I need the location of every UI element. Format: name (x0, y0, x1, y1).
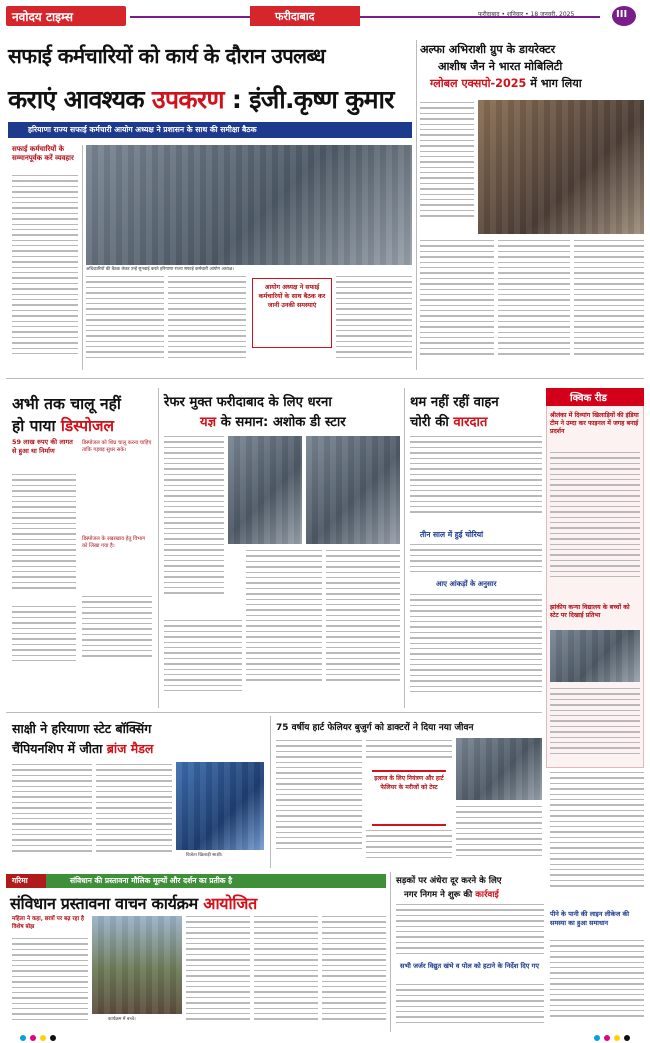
refer-headline-red: यज्ञ (200, 415, 217, 430)
dispojal-column-2 (82, 596, 152, 706)
dispojal-headline-red: डिस्पोजल (60, 417, 115, 435)
garima-column-4 (322, 916, 386, 1030)
registration-dot (30, 1035, 36, 1041)
garima-column-3 (254, 916, 318, 1030)
lead-column-4 (336, 276, 412, 370)
date-line: फरीदाबाद • शनिवार • 18 जनवरी, 2025 (478, 11, 575, 18)
boxing-column-2 (96, 764, 172, 864)
garima-photo-caption: कार्यक्रम में बच्चे। (108, 1017, 136, 1022)
boxing-headline-line1: साक्षी ने हरियाणा स्टेट बॉक्सिंग (12, 721, 152, 736)
theft-sub-2: आए आंकड़ों के अनुसार (436, 580, 497, 588)
lead-photo-caption: अधिकारियों की बैठक लेकर उन्हें सुनवाई करते हरियाणा राज्य सफाई कर्मचारी आयोग अध्यक्ष। (86, 267, 234, 272)
lead-column-3 (168, 276, 246, 370)
quick-item-3-body (550, 940, 644, 1028)
boxing-headline-black: चैंपियनशिप में जीता (12, 741, 103, 756)
quick-item-2-head: झांकीय कन्या विद्यालय के बच्चों को स्टेट पर दिखाई प्रतिभा (550, 604, 630, 619)
road-sub-head: सभी जर्जर विद्युत खंभे व पोल को हटाने के निर्देश दिए गए (400, 962, 540, 970)
mid-divider-4 (390, 872, 391, 1032)
garima-column-1 (12, 938, 88, 1030)
rule-row-2 (6, 712, 542, 713)
boxing-headline-line2 (12, 740, 153, 757)
section-name: फरीदाबाद (275, 10, 315, 23)
registration-dot (20, 1035, 26, 1041)
lead-pull-quote-text: आयोग अध्यक्ष ने सफाई कर्मचारियों के साथ बैठक कर जानी उनकी समस्याएं (258, 284, 326, 309)
alpha-headline-line1: अल्फा अभिराशी ग्रुप के डायरेक्टर (420, 43, 556, 56)
registration-dot (604, 1035, 610, 1041)
garima-column-2 (186, 916, 250, 1030)
lead-pull-quote (252, 278, 332, 348)
lead-headline-red: उपकरण (151, 85, 224, 114)
garima-sub-head: महिला ने कहा, छात्रों पर बढ़ रहा है विशेष बोझ (12, 916, 84, 930)
alpha-column-2 (420, 240, 494, 368)
boxing-headline-red: ब्रांज मैडल (106, 741, 154, 756)
dispojal-column-1 (12, 474, 76, 602)
dispojal-headline-line1: अभी तक चालू नहीं (12, 395, 121, 413)
dispojal-quote-2: डिस्पोजल के रखरखाव हेतु विभाग को लिखा गया है। (82, 536, 146, 549)
fair-column-2 (366, 740, 452, 766)
lead-column-1 (12, 175, 78, 370)
right-col-divider (416, 40, 417, 370)
fair-column-1 (276, 740, 362, 866)
refer-headline-tail: के समान: अशोक डी स्टार (220, 415, 346, 430)
theft-headline-line1: थम नहीं रहीं वाहन (410, 395, 499, 410)
lead-headline-black: कराएं आवश्यक (8, 85, 144, 114)
dispojal-headline-black: हो पाया (12, 417, 56, 435)
quick-read-label: क्विक रीड (570, 393, 607, 404)
garima-headline-black: संविधान प्रस्तावना वाचन कार्यक्रम (10, 894, 198, 913)
quick-item-3-head: पीने के पानी की लाइन लीकेज की समस्या का हुआ समाधान (550, 910, 630, 927)
color-strip (0, 1034, 650, 1043)
mid-divider-1 (158, 388, 159, 708)
dispojal-sub-head: 59 लाख रुपए की लागत से हुआ था निर्माण (12, 438, 73, 455)
rule-row-1 (6, 378, 644, 379)
boxing-photo-caption: विजेता खिलाड़ी साक्षी। (186, 853, 223, 858)
theft-headline-black: चोरी की (410, 415, 449, 430)
quick-item-1-body (550, 452, 640, 592)
page-number: III (616, 9, 628, 20)
road-headline-black: नगर निगम ने शुरू की (404, 890, 473, 900)
fair-headline: 75 वर्षीय हार्ट फेलियर बुजुर्ग को डाक्टरों ने दिया नया जीवन (276, 723, 474, 733)
road-headline-line2 (404, 888, 499, 900)
lead-headline-line1: सफाई कर्मचारियों को कार्य के दौरान उपलब्ध (8, 44, 325, 68)
theft-column-1 (410, 436, 542, 524)
road-headline-red: कार्रवाई (475, 890, 499, 900)
alpha-column-1 (420, 102, 474, 232)
road-headline-line1: सड़कों पर अंधेरा दूर करने के लिए (396, 876, 502, 886)
mid-divider-3 (270, 716, 271, 868)
refer-column-3 (246, 550, 322, 706)
mid-divider-2 (404, 388, 405, 708)
refer-column-4 (326, 550, 400, 706)
alpha-headline-tail: में भाग लिया (530, 77, 582, 90)
masthead (0, 0, 650, 30)
lead-strap (8, 122, 412, 138)
theft-headline-line2 (410, 412, 487, 430)
garima-headline-red: आयोजित (203, 894, 257, 913)
garima-headline (10, 892, 257, 914)
lead-column-2 (86, 276, 164, 370)
lead-col-divider (82, 145, 83, 370)
garima-band-title: संविधान की प्रस्तावना मौलिक मूल्यों और दर्शन का प्रतीक है (70, 876, 233, 885)
theft-sub-1: तीन साल में हुई चोरियां (420, 530, 484, 539)
lead-sub-head: सफाई कर्मचारियों के सम्मानपूर्वक करें व्यवहार (12, 145, 74, 162)
dispojal-headline-line2 (12, 414, 114, 436)
registration-dot (594, 1035, 600, 1041)
paper-name: नवोदय टाइम्स (12, 10, 74, 24)
theft-headline-red: वारदात (453, 415, 488, 430)
garima-band-label: गरिमा (12, 876, 28, 885)
lead-photo (86, 145, 412, 265)
registration-dot (40, 1035, 46, 1041)
lead-headline-tail: : इंजी.कृष्ण कुमार (231, 85, 394, 114)
lead-strap-text: हरियाणा राज्य सफाई कर्मचारी आयोग अध्यक्ष ने प्रशासन के साथ की समीक्षा बैठक (28, 125, 257, 134)
alpha-column-4 (574, 240, 644, 368)
alpha-photo (478, 100, 644, 234)
lead-headline-line2 (8, 82, 394, 116)
alpha-headline-line2: आशीष जैन ने भारत मोबिलिटी (438, 60, 563, 73)
dispojal-column-3 (12, 606, 76, 706)
refer-column-1 (164, 436, 224, 616)
dispojal-quote-1: डिस्पोजल को शिघ्र चालू करना चाहिए ताकि गड़बड़ सुधर सके। (82, 440, 152, 453)
alpha-headline-line3 (430, 76, 582, 91)
garima-photo (92, 916, 182, 1014)
theft-column-2 (410, 544, 542, 576)
alpha-column-3 (498, 240, 570, 368)
theft-column-3 (410, 594, 542, 706)
fair-photo (456, 738, 542, 800)
refer-headline-line1: रेफर मुक्त फरीदाबाद के लिए धरना (164, 395, 332, 410)
registration-dot (624, 1035, 630, 1041)
registration-dot (50, 1035, 56, 1041)
refer-photo-2 (306, 436, 400, 544)
boxing-photo (176, 762, 264, 850)
refer-photo (228, 436, 302, 544)
road-column-2 (396, 984, 544, 1030)
fair-column-3 (366, 830, 452, 866)
fair-pull-quote (372, 770, 446, 826)
registration-dot (614, 1035, 620, 1041)
refer-headline-line2 (200, 412, 346, 430)
fair-column-4 (456, 806, 542, 866)
alpha-headline-red: ग्लोबल एक्सपो-2025 (430, 77, 527, 90)
fair-pull-quote-text: इलाज के लिए नियंत्रण और हार्ट फेलियर के मरीजों को टेस्ट (374, 775, 444, 791)
quick-mid-body (550, 772, 644, 904)
refer-column-2 (164, 620, 242, 706)
quick-item-1-head: श्रीलंका में दिव्यांग खिलाड़ियों की इंडिया टीम ने उम्दा कर फाइनल में जगह बनाई प्रदर्शन (550, 412, 639, 435)
quick-item-2-body (550, 688, 640, 766)
boxing-column-1 (12, 764, 92, 864)
quick-photo (550, 630, 640, 682)
road-column-1 (396, 904, 544, 960)
